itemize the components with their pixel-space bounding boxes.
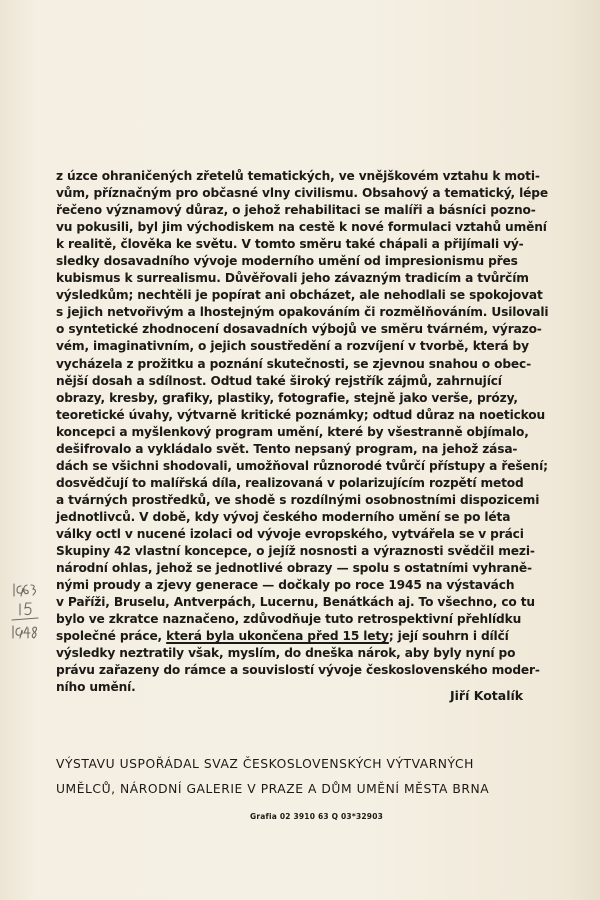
text-line: ního umění. bbox=[56, 680, 136, 695]
text-line: s jejich netvořivým a lhostejným opakováním či rozmělňováním. Usilovali bbox=[56, 305, 549, 320]
printer-imprint: Grafia 02 3910 63 Q 03*32903 bbox=[250, 812, 384, 821]
text-line: dešifrovalo a vykládalo svět. Tento nepsaný program, na jehož zásа- bbox=[56, 441, 518, 456]
exhibition-organizers bbox=[56, 752, 556, 802]
text-line: kubismus k surrealismu. Důvěřovali jeho závazným tradicím a tvůrčím bbox=[56, 271, 529, 286]
text-line: v Paříži, Bruselu, Antverpách, Lucernu, Benátkách aj. To všechno, co tu bbox=[56, 595, 535, 610]
text-line: nými proudy a zjevy generace — dočkaly po roce 1945 na výstavách bbox=[56, 578, 515, 593]
text-line: vu pokusili, byl jim východiskem na cestě k nové formulaci vztahů umění bbox=[56, 220, 547, 235]
text-line: řečeno významový důraz, o jehož rehabilitaci se malíři a básníci pozno- bbox=[56, 203, 536, 218]
author-signature: Jiří Kotalík bbox=[450, 688, 524, 703]
handwritten-note-drawing bbox=[8, 582, 42, 652]
text-line: právu zařazeny do rámce a souvislostí vývoje československého moder- bbox=[56, 663, 540, 678]
text-line: o syntetické zhodnocení dosavadních výbojů ve směru tvárném, výrazo- bbox=[56, 322, 542, 337]
text-line: vycházela z prožitku a poznání skutečnosti, se zjevnou snahou o obec- bbox=[56, 356, 532, 371]
text-line: k realitě, člověka ke světu. V tomto směru také chápali a přijímali vý- bbox=[56, 237, 524, 252]
text-line: Skupiny 42 vlastní koncepce, o jejíž nosnosti a výraznosti svědčil mezi- bbox=[56, 544, 535, 559]
text-line: jednotlivců. V době, kdy vývoj českého moderního umění se po léta bbox=[56, 509, 511, 524]
text-line-underlined-phrase bbox=[56, 628, 570, 645]
text-line: dosvědčují to malířská díla, realizovaná v polarizujícím rozpětí metod bbox=[56, 475, 524, 490]
text-line: národní ohlas, jehož se jednotlivé obrazy — spolu s ostatními vyhraně- bbox=[56, 561, 532, 576]
text-fragment: ; její souhrn i dílčí bbox=[388, 629, 509, 644]
text-line: a tvárných prostředků, ve shodě s rozdílnými osobnostními dispozicemi bbox=[56, 492, 540, 507]
text-line: výsledkům; nechtěli je popírat ani obcházet, ale nehodlali se spokojovat bbox=[56, 288, 543, 303]
underlined-phrase: která byla ukončena před 15 lety bbox=[166, 629, 389, 644]
text-fragment: společné práce, bbox=[56, 629, 167, 644]
text-line: vém, imaginativním, o jejich soustředění a rozvíjení v tvorbě, která by bbox=[56, 339, 529, 354]
text-line: výsledky neztratily však, myslím, do dneška nárok, aby byly nyní po bbox=[56, 646, 516, 661]
text-line: vům, příznačným pro občasné vlny civilismu. Obsahový a tematický, lépe bbox=[56, 186, 548, 201]
text-line: války octl v nucené izolaci od vývoje evropského, vytvářela se v práci bbox=[56, 526, 524, 541]
text-line: bylo ve zkratce naznačeno, zdůvodňuje tuto retrospektivní přehlídku bbox=[56, 612, 522, 627]
pencil-annotation bbox=[8, 582, 42, 652]
text-line: obrazy, kresby, grafiky, plastiky, fotografie, stejně jako verše, prózy, bbox=[56, 390, 518, 405]
text-line: sledky dosavadního vývoje moderního umění od impresionismu přes bbox=[56, 254, 518, 269]
footer-line: UMĚLCŮ, NÁRODNÍ GALERIE V PRAZE A DŮM UMĚNÍ MĚSTA BRNA bbox=[56, 782, 490, 796]
text-line: teoretické úvahy, výtvarně kritické poznámky; odtud důraz na noetickou bbox=[56, 407, 546, 422]
text-line: koncepci a myšlenkový program umění, které by všestranně objímalo, bbox=[56, 424, 529, 439]
text-line: z úzce ohraničených zřetelů tematických, ve vnějškovém vztahu k moti- bbox=[56, 169, 540, 183]
text-line: dách se všichni shodovali, umožňoval různorodé tvůrčí přístupy a řešení; bbox=[56, 458, 548, 473]
essay-paragraph bbox=[56, 168, 570, 696]
text-line: nější dosah a sdílnost. Odtud také široký rejstřík zájmů, zahrnující bbox=[56, 373, 502, 388]
footer-line: VÝSTAVU USPOŘÁDAL SVAZ ČESKOSLOVENSKÝCH VÝTVARNÝCH bbox=[56, 757, 474, 771]
